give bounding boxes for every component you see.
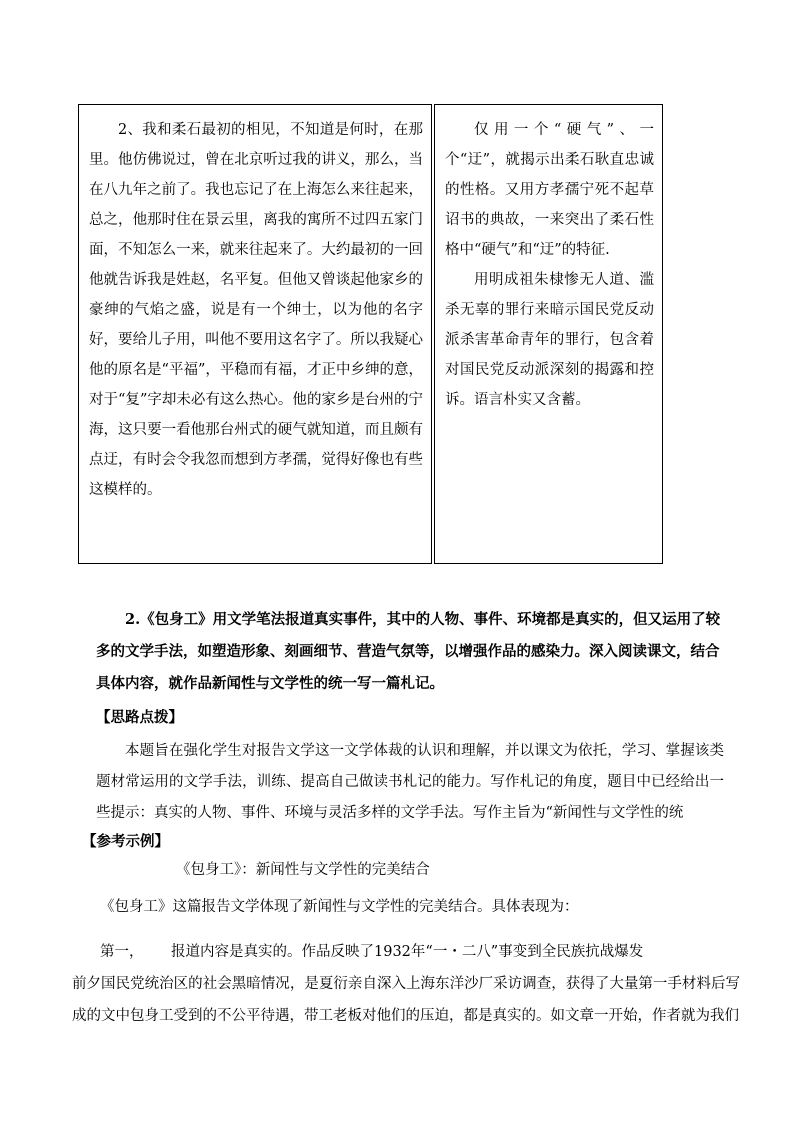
first-point-label: 第一， bbox=[100, 944, 144, 960]
example-intro: 《包身工》这篇报告文学体现了新闻性与文学性的完美结合。具体表现为： bbox=[100, 899, 579, 915]
commentary-cell bbox=[434, 104, 663, 564]
commentary-text-1: 仅用一个“硬气”、一个“迂”，就揭示出柔石耿直忠诚的性格。又用方孝孺宁死不起草诏书的典故，一来突出了柔石性格中“硬气”和“迂”的特征. bbox=[445, 122, 654, 258]
excerpt-cell bbox=[78, 104, 432, 564]
hint-heading: 【思路点拨】 bbox=[96, 709, 183, 726]
example-heading: 【参考示例】 bbox=[82, 833, 169, 850]
excerpt-text: 2、我和柔石最初的相见，不知道是何时，在那里。他仿佛说过，曾在北京听过我的讲义，那么，当在八九年之前了。我也忘记了在上海怎么来往起来，总之，他那时住在景云里，离我的寓所不过四五家门面，不知怎么一来，就来往起来了。大约最初的一回他就告诉我是姓赵，名平复。但他又曾谈起他家乡的豪绅的气焰之盛，说是有一个绅士，以为他的名字好，要给儿子用，叫他不要用这名字了。所以我疑心他的原名是“平福”，平稳而有福，才正中乡绅的意，对于“复”字却未必有这么热心。他的家乡是台州的宁海，这只要一看他那台州式的硬气就知道，而且颇有点迂，有时会令我忽而想到方孝孺，觉得好像也有些这模样的。 bbox=[89, 122, 423, 498]
commentary-text-2: 用明成祖朱棣惨无人道、滥杀无辜的罪行来暗示国民党反动派杀害革命青年的罪行，包含着对国民党反动派深刻的揭露和控诉。语言朴实又含蓄。 bbox=[445, 272, 654, 408]
first-point-line: 报道内容是真实的。作品反映了1932年“一・二八”事变到全民族抗战爆发 bbox=[171, 944, 644, 960]
example-title: 《包身工》：新闻性与文学性的完美结合 bbox=[176, 862, 430, 878]
annotation-table bbox=[78, 104, 663, 564]
first-point-rest: 前夕国民党统治区的社会黑暗情况，是夏衍亲自深入上海东洋沙厂采访调查，获得了大量第一手材料后写成的文中包身工受到的不公平待遇，带工老板对他们的压迫，都是真实的。如文章一开始，作者就为我们 bbox=[72, 976, 740, 1024]
hint-text: 本题旨在强化学生对报告文学这一文学体裁的认识和理解，并以课文为依托，学习、掌握该类题材常运用的文学手法，训练、提高自己做读书札记的能力。写作札记的角度，题目中已经给出一些提示：真实的人物、事件、环境与灵活多样的文学手法。写作主旨为“新闻性与文学性的统 bbox=[96, 743, 724, 821]
question-text: 2.《包身工》用文学笔法报道真实事件，其中的人物、事件、环境都是真实的，但又运用了较多的文学手法，如塑造形象、刻画细节、营造气氛等，以增强作品的感染力。深入阅读课文，结合具体内容，就作品新闻性与文学性的统一写一篇札记。 bbox=[96, 611, 721, 692]
